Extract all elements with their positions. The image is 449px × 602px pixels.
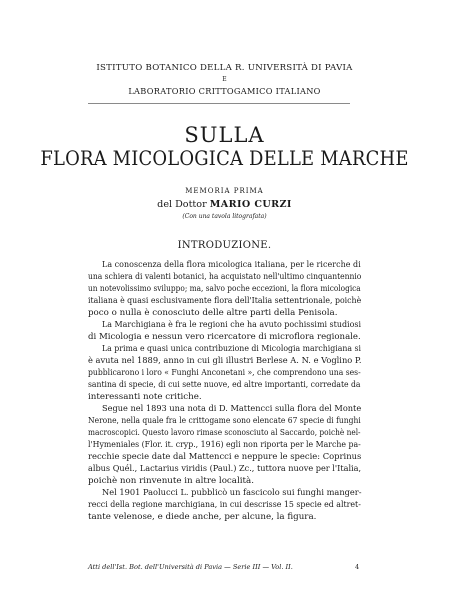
body-line: recci della regione marchigiana, in cui descrisse 15 specie ed altret- bbox=[88, 500, 361, 510]
body-line: La Marchigiana è fra le regioni che ha avuto pochissimi studiosi bbox=[102, 320, 361, 330]
body-line: l'Hymeniales (Flor. it. cryp., 1916) egli non riporta per le Marche pa- bbox=[88, 440, 361, 450]
page-number: 4 bbox=[355, 563, 360, 571]
body-line: La conoscenza della flora micologica italiana, per le ricerche di bbox=[102, 260, 361, 270]
body-line: santina di specie, di cui sette nuove, ed altre importanti, corredate da bbox=[88, 380, 361, 390]
body-line: La prima e quasi unica contribuzione di Micologia marchigiana si bbox=[102, 344, 361, 354]
body-line: Nerone, nella quale fra le crittogame sono elencate 67 specie di funghi bbox=[88, 416, 361, 426]
body-line: Segue nel 1893 una nota di D. Mattencci sulla flora del Monte bbox=[102, 404, 362, 414]
body-line: interessanti note critiche. bbox=[88, 392, 202, 402]
body-line: macroscopici. Questo lavoro rimase sconosciuto al Saccardo, poichè nel- bbox=[88, 428, 361, 438]
body-line: albus Quél., Lactarius viridis (Paul.) Zc., tuttora nuove per l'Italia, bbox=[88, 464, 362, 474]
header-rule bbox=[88, 103, 350, 104]
author-note: (Con una tavola litografata) bbox=[182, 213, 267, 220]
body-line: è avuta nel 1889, anno in cui gli illustri Berlese A. N. e Voglino P. bbox=[88, 356, 362, 366]
author-line bbox=[0, 199, 449, 210]
body-line: Nel 1901 Paolucci L. pubblicò un fascicolo sui funghi manger- bbox=[102, 488, 362, 498]
body-line: un notevolissimo sviluppo; ma, salvo poche eccezioni, la flora micologica bbox=[88, 284, 361, 294]
memoir-label: MEMORIA PRIMA bbox=[185, 187, 264, 195]
author-prefix: del Dottor bbox=[157, 199, 207, 210]
body-line: italiana è quasi esclusivamente flora dell'Italia settentrionale, poichè bbox=[88, 296, 362, 306]
body-line: recchie specie date dal Mattencci e neppure le specie: Coprinus bbox=[88, 452, 362, 462]
body-line: di Micologia e nessun vero ricercatore di microflora regionale. bbox=[88, 332, 361, 342]
laboratory-line: LABORATORIO CRITTOGAMICO ITALIANO bbox=[128, 86, 321, 96]
author-name: MARIO CURZI bbox=[209, 199, 292, 210]
institute-line: ISTITUTO BOTANICO DELLA R. UNIVERSITÀ DI PAVIA bbox=[96, 63, 353, 73]
body-line: pubblicarono i loro « Funghi Anconetani », che comprendono una ses- bbox=[88, 368, 361, 378]
body-line: poco o nulla è conosciuto delle altre parti della Penisola. bbox=[88, 308, 338, 318]
body-line: una schiera di valenti botanici, ha acquistato nell'ultimo cinquantennio bbox=[88, 272, 362, 282]
conjunction-text: E bbox=[222, 76, 227, 83]
title-line-2: FLORA MICOLOGICA DELLE MARCHE bbox=[40, 147, 409, 170]
journal-citation: Atti dell'Ist. Bot. dell'Università di Pavia — Serie III — Vol. II. bbox=[88, 563, 293, 571]
body-line: poichè non rinvenute in altre località. bbox=[88, 476, 254, 486]
body-line: tante velenose, e diede anche, per alcune, la figura. bbox=[88, 512, 317, 522]
title-line-1: SULLA bbox=[184, 123, 265, 147]
section-heading: INTRODUZIONE. bbox=[177, 240, 272, 251]
